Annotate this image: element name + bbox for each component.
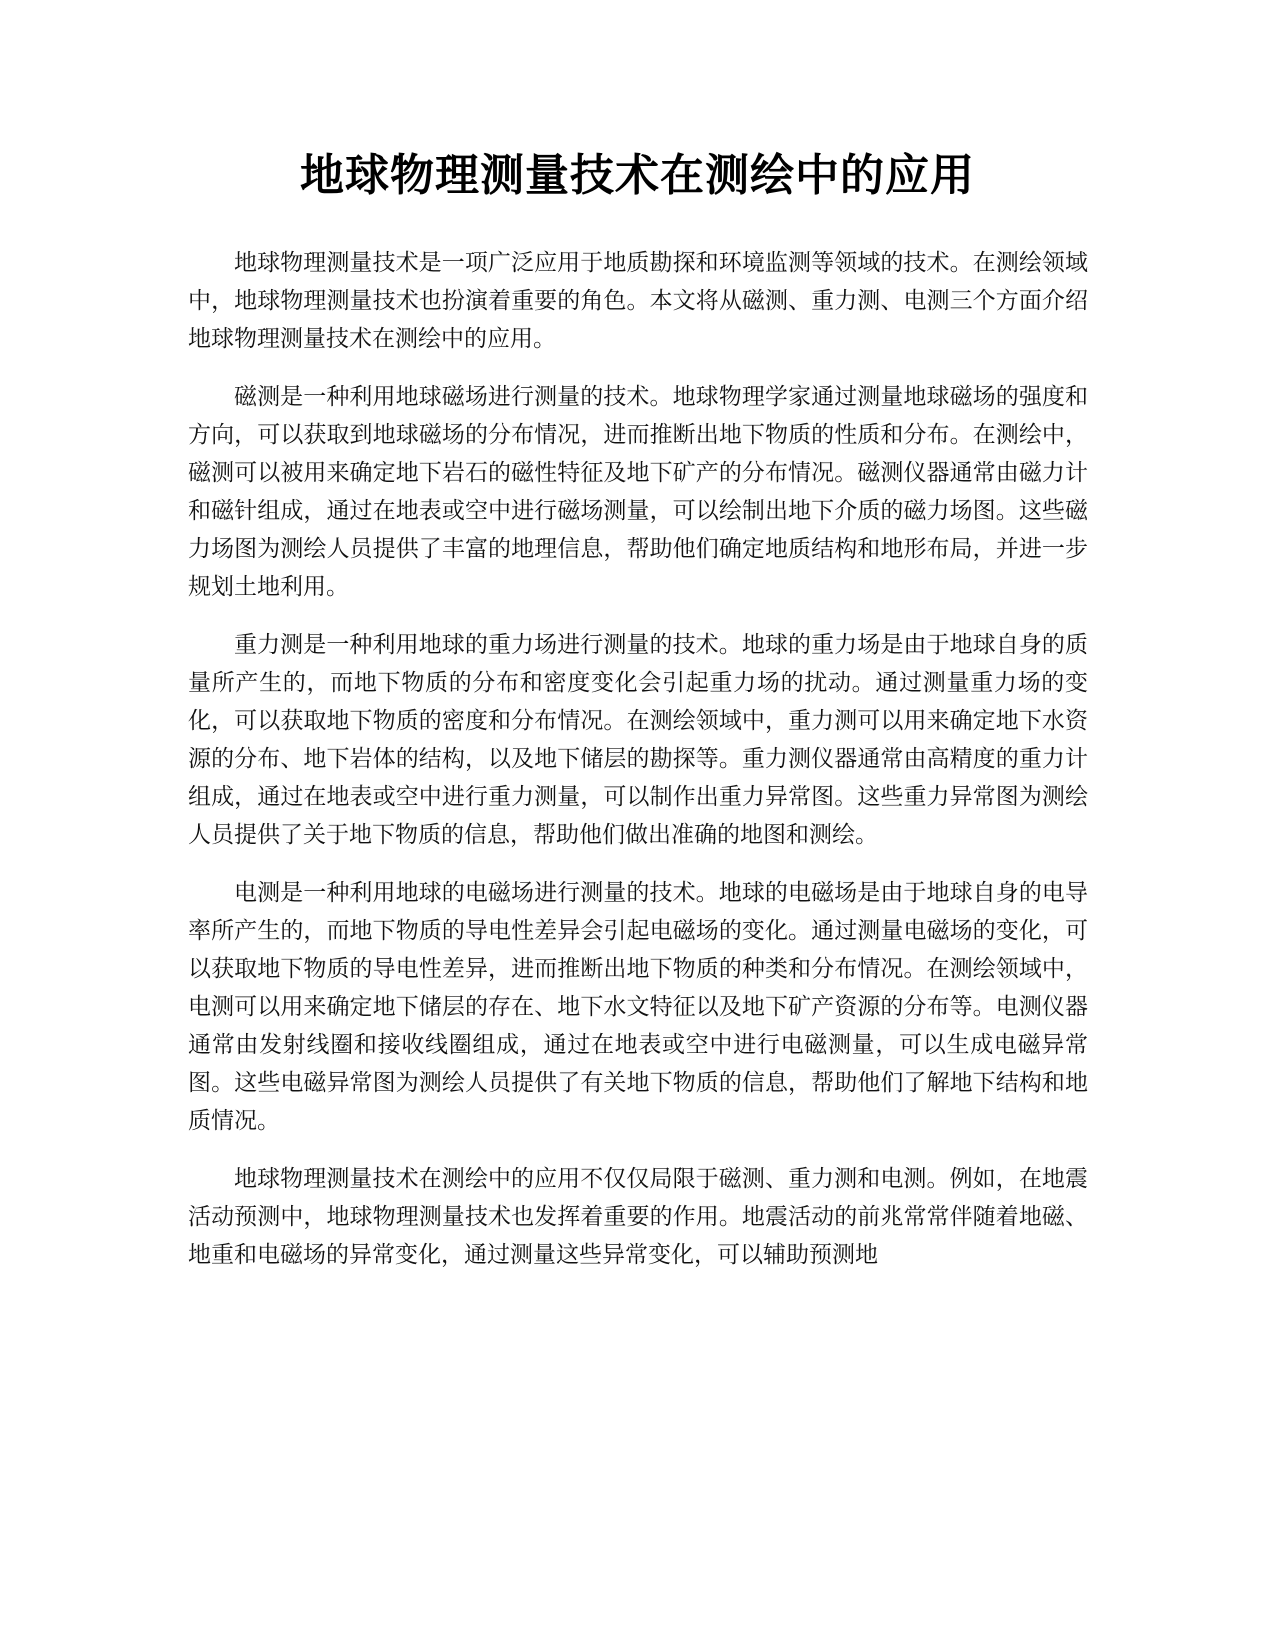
paragraph-electrical-survey: 电测是一种利用地球的电磁场进行测量的技术。地球的电磁场是由于地球自身的电导率所产生的，而地下物质的导电性差异会引起电磁场的变化。通过测量电磁场的变化，可以获取地下物质的导电性差异，进而推断出地下物质的种类和分布情况。在测绘领域中，电测可以用来确定地下储层的存在、地下水文特征以及地下矿产资源的分布等。电测仪器通常由发射线圈和接收线圈组成，通过在地表或空中进行电磁测量，可以生成电磁异常图。这些电磁异常图为测绘人员提供了有关地下物质的信息，帮助他们了解地下结构和地质情况。 bbox=[188, 880, 1088, 1134]
document-title: 地球物理测量技术在测绘中的应用 bbox=[300, 150, 975, 201]
paragraph-magnetic-survey: 磁测是一种利用地球磁场进行测量的技术。地球物理学家通过测量地球磁场的强度和方向，可以获取到地球磁场的分布情况，进而推断出地下物质的性质和分布。在测绘中，磁测可以被用来确定地下岩石的磁性特征及地下矿产的分布情况。磁测仪器通常由磁力计和磁针组成，通过在地表或空中进行磁场测量，可以绘制出地下介质的磁力场图。这些磁力场图为测绘人员提供了丰富的地理信息，帮助他们确定地质结构和地形布局，并进一步规划土地利用。 bbox=[188, 384, 1088, 600]
paragraph-gravity-survey: 重力测是一种利用地球的重力场进行测量的技术。地球的重力场是由于地球自身的质量所产生的，而地下物质的分布和密度变化会引起重力场的扰动。通过测量重力场的变化，可以获取地下物质的密度和分布情况。在测绘领域中，重力测可以用来确定地下水资源的分布、地下岩体的结构，以及地下储层的勘探等。重力测仪器通常由高精度的重力计组成，通过在地表或空中进行重力测量，可以制作出重力异常图。这些重力异常图为测绘人员提供了关于地下物质的信息，帮助他们做出准确的地图和测绘。 bbox=[188, 632, 1088, 848]
document-body bbox=[188, 244, 1088, 1294]
paragraph-other-applications: 地球物理测量技术在测绘中的应用不仅仅局限于磁测、重力测和电测。例如，在地震活动预测中，地球物理测量技术也发挥着重要的作用。地震活动的前兆常常伴随着地磁、地重和电磁场的异常变化，通过测量这些异常变化，可以辅助预测地 bbox=[188, 1166, 1088, 1268]
paragraph-intro: 地球物理测量技术是一项广泛应用于地质勘探和环境监测等领域的技术。在测绘领域中，地球物理测量技术也扮演着重要的角色。本文将从磁测、重力测、电测三个方面介绍地球物理测量技术在测绘中的应用。 bbox=[188, 250, 1088, 352]
